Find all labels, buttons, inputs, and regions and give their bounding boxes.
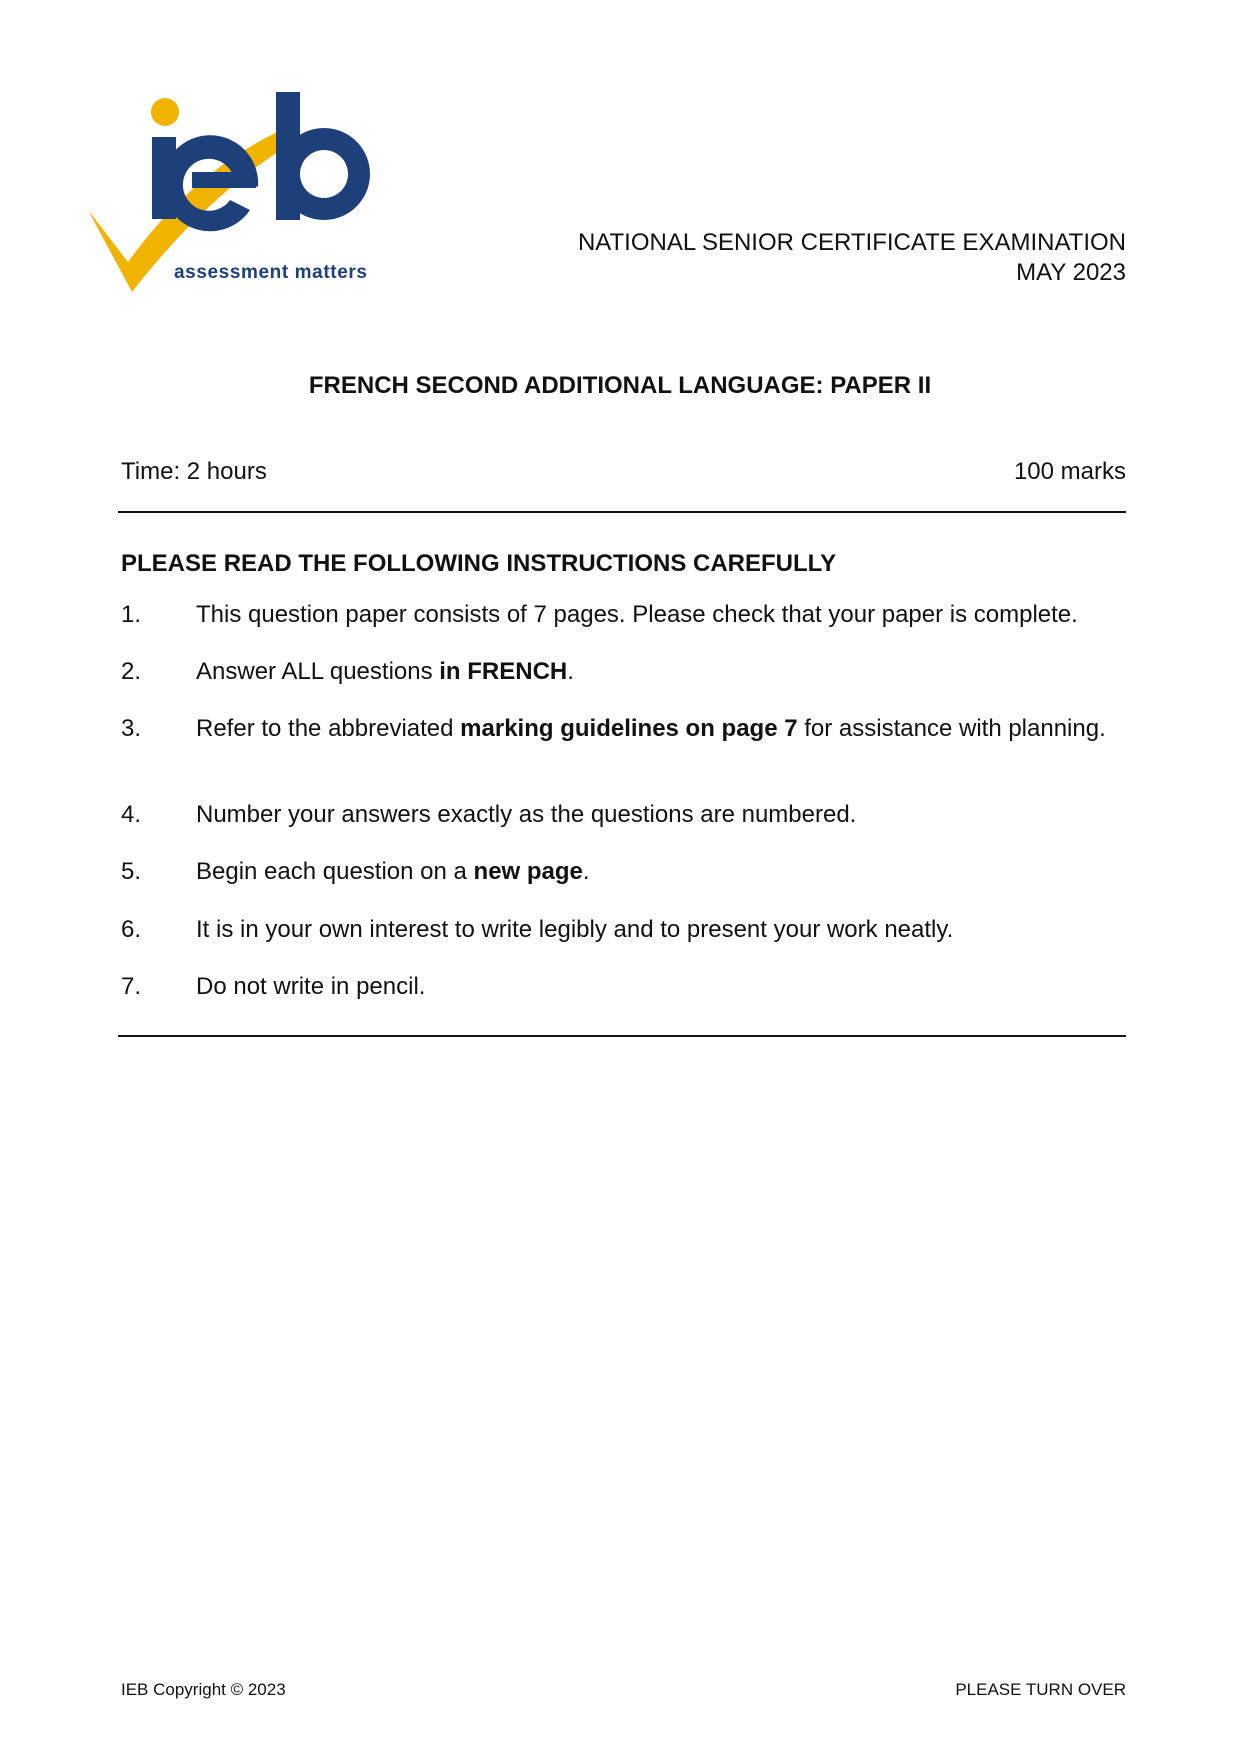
divider-bottom [118,1035,1126,1037]
instruction-number: 1. [121,601,142,628]
instruction-number: 5. [121,858,142,885]
instruction-item [121,857,1127,886]
footer-copyright: IEB Copyright © 2023 [121,1680,286,1699]
instructions-heading: PLEASE READ THE FOLLOWING INSTRUCTIONS CAREFULLY [121,550,837,577]
instruction-number: 4. [121,801,142,828]
instruction-text: Answer ALL questions in FRENCH. [196,658,574,685]
instruction-text: Number your answers exactly as the questions are numbered. [196,801,857,828]
exam-header [578,228,1126,288]
instruction-number: 3. [121,715,142,742]
exam-name: NATIONAL SENIOR CERTIFICATE EXAMINATION [577,229,1126,256]
paper-title: FRENCH SECOND ADDITIONAL LANGUAGE: PAPER II [308,372,932,399]
ieb-logo [80,92,420,332]
instruction-item [121,972,1127,1001]
emphasis: marking guidelines on page 7 [460,715,798,742]
instruction-number: 7. [121,973,142,1000]
instruction-number: 2. [121,658,142,685]
paper-time: Time: 2 hours [121,458,267,485]
instruction-text: Do not write in pencil. [196,973,426,1000]
instruction-text: This question paper consists of 7 pages. Please check that your paper is complete. [196,601,1078,628]
divider-top [118,511,1126,513]
instruction-item [121,600,1127,629]
paper-marks: 100 marks [1013,458,1126,485]
ieb-logo-icon [80,92,420,332]
exam-date: MAY 2023 [1016,259,1126,286]
emphasis: new page [473,858,583,885]
emphasis: in FRENCH [439,658,568,685]
instruction-item [121,800,1127,829]
logo-tagline: assessment matters [174,262,368,283]
instruction-item [121,915,1127,944]
instruction-number: 6. [121,916,142,943]
instruction-text: Refer to the abbreviated marking guidelines on page 7 for assistance with planning. [196,715,1106,742]
instruction-item [121,714,1127,743]
footer-turn-over: PLEASE TURN OVER [955,1680,1126,1699]
instruction-item [121,657,1127,686]
instruction-text: It is in your own interest to write legibly and to present your work neatly. [196,916,954,943]
instruction-text: Begin each question on a new page. [196,858,590,885]
